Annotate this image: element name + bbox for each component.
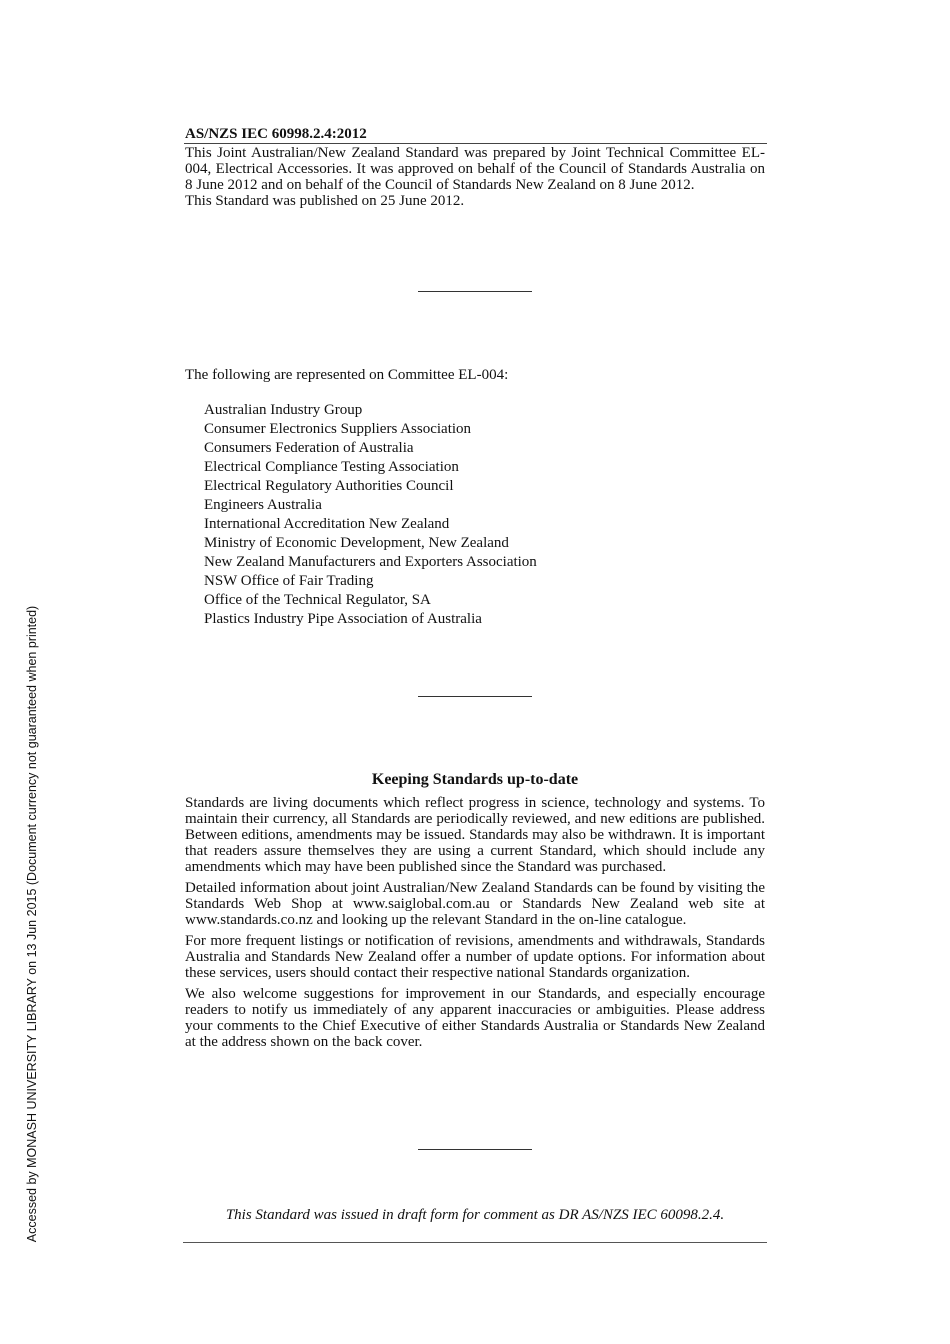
committee-member: Engineers Australia xyxy=(204,497,322,513)
committee-member: Plastics Industry Pipe Association of Australia xyxy=(204,611,482,627)
committee-member: International Accreditation New Zealand xyxy=(204,516,450,532)
access-watermark: Accessed by MONASH UNIVERSITY LIBRARY on 13 Jun 2015 (Document currency not guaranteed when printed) xyxy=(25,605,39,1243)
committee-member: Electrical Compliance Testing Association xyxy=(204,459,459,475)
section-heading: Keeping Standards up-to-date xyxy=(371,771,579,788)
body-paragraph: Detailed information about joint Australian/New Zealand Standards can be found by visiting the Standards Web Shop at www.saiglobal.com.au or Standards New Zealand web site at www.standards.co.nz and looking up the relevant Standard in the on-line catalogue. xyxy=(185,880,765,928)
committee-member: Australian Industry Group xyxy=(204,402,363,418)
approval-paragraph: This Joint Australian/New Zealand Standard was prepared by Joint Technical Committee EL-004, Electrical Accessories. It was approved on behalf of the Council of Standards Australia on 8 June 2012 and on behalf of the Council of Standards New Zealand on 8 June 2012. xyxy=(185,145,765,193)
committee-member: Office of the Technical Regulator, SA xyxy=(204,592,431,608)
section-divider xyxy=(418,696,532,697)
committee-member: Electrical Regulatory Authorities Council xyxy=(204,478,454,494)
section-divider xyxy=(418,1149,532,1150)
committee-member: Ministry of Economic Development, New Zealand xyxy=(204,535,509,551)
body-paragraph: Standards are living documents which reflect progress in science, technology and systems. To maintain their currency, all Standards are periodically reviewed, and new editions are published. Between editions, amendments may be issued. Standards may also be withdrawn. It is important that readers assure themselves they are using a current Standard, which should include any amendments which may have been published since the Standard was purchased. xyxy=(185,795,765,875)
committee-member: Consumer Electronics Suppliers Association xyxy=(204,421,472,437)
standard-number: AS/NZS IEC 60998.2.4:2012 xyxy=(185,126,367,142)
keeping-standards-body xyxy=(185,795,765,1055)
committee-member-list xyxy=(204,401,537,629)
header-rule xyxy=(184,143,767,144)
draft-note: This Standard was issued in draft form for comment as DR AS/NZS IEC 60098.2.4. xyxy=(225,1207,725,1223)
section-divider xyxy=(418,291,532,292)
committee-member: Consumers Federation of Australia xyxy=(204,440,414,456)
footer-rule xyxy=(183,1242,767,1243)
approval-statement xyxy=(185,145,765,209)
body-paragraph: For more frequent listings or notification of revisions, amendments and withdrawals, Standards Australia and Standards New Zealand offer a number of update options. For information about these services, users should contact their respective national Standards organization. xyxy=(185,933,765,981)
publication-date-line: This Standard was published on 25 June 2012. xyxy=(185,193,465,209)
committee-member: NSW Office of Fair Trading xyxy=(204,573,374,589)
committee-member: New Zealand Manufacturers and Exporters Association xyxy=(204,554,537,570)
body-paragraph: We also welcome suggestions for improvement in our Standards, and especially encourage readers to notify us immediately of any apparent inaccuracies or ambiguities. Please address your comments to the Chief Executive of either Standards Australia or Standards New Zealand at the address shown on the back cover. xyxy=(185,986,765,1050)
committee-intro: The following are represented on Committee EL-004: xyxy=(185,367,509,383)
